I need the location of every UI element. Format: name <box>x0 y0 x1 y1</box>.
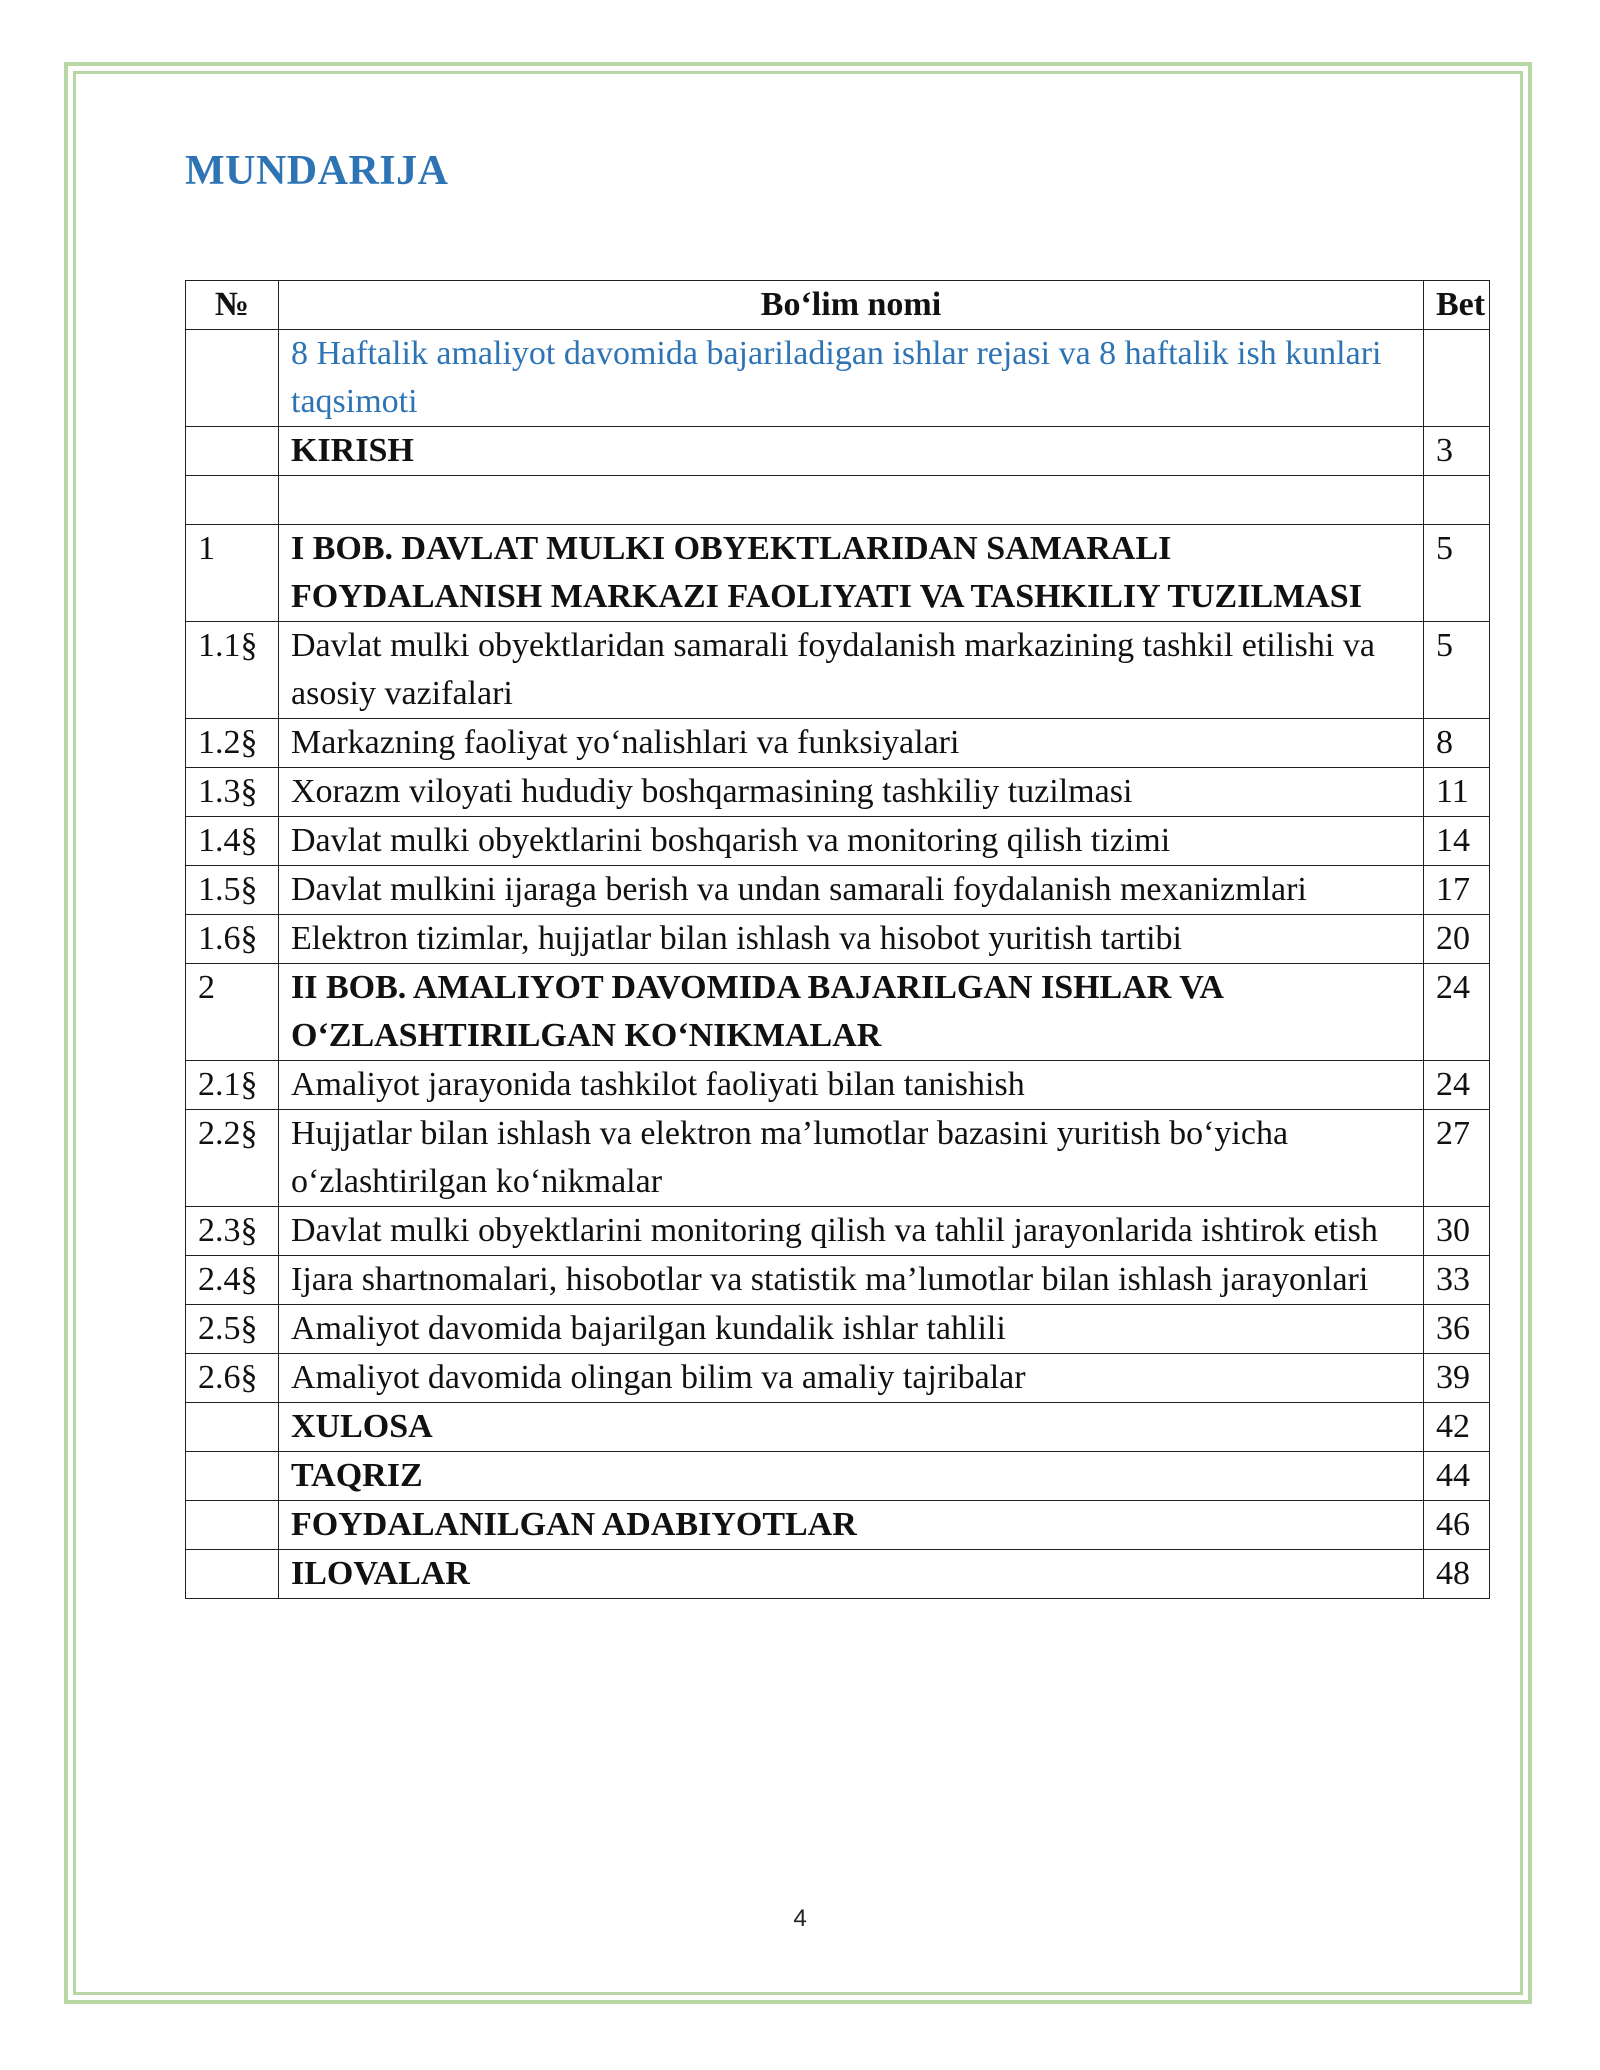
row-number: 1.1§ <box>186 622 279 719</box>
row-title: Amaliyot davomida olingan bilim va amaliy tajribalar <box>279 1354 1424 1403</box>
row-number: 1 <box>186 525 279 622</box>
table-row <box>186 719 1490 768</box>
row-page: 46 <box>1424 1501 1490 1550</box>
table-header-row <box>186 281 1490 330</box>
row-title: FOYDALANILGAN ADABIYOTLAR <box>279 1501 1424 1550</box>
row-number <box>186 1403 279 1452</box>
row-title: Ijara shartnomalari, hisobotlar va statistik ma’lumotlar bilan ishlash jarayonlari <box>279 1256 1424 1305</box>
table-row <box>186 1061 1490 1110</box>
page-title: MUNDARIJA <box>185 148 449 194</box>
row-title: Xorazm viloyati hududiy boshqarmasining tashkiliy tuzilmasi <box>279 768 1424 817</box>
table-of-contents <box>185 280 1490 1599</box>
row-page: 39 <box>1424 1354 1490 1403</box>
row-title: Hujjatlar bilan ishlash va elektron ma’lumotlar bazasini yuritish bo‘yicha o‘zlashtirilgan ko‘nikmalar <box>279 1110 1424 1207</box>
row-page: 8 <box>1424 719 1490 768</box>
table-row <box>186 1110 1490 1207</box>
row-page: 11 <box>1424 768 1490 817</box>
row-title: Amaliyot davomida bajarilgan kundalik ishlar tahlili <box>279 1305 1424 1354</box>
row-number <box>186 1550 279 1599</box>
table-row <box>186 866 1490 915</box>
row-title: Davlat mulki obyektlarini monitoring qilish va tahlil jarayonlarida ishtirok etish <box>279 1207 1424 1256</box>
row-number <box>186 330 279 427</box>
row-title: ILOVALAR <box>279 1550 1424 1599</box>
table-row <box>186 1256 1490 1305</box>
row-page: 20 <box>1424 915 1490 964</box>
table-row <box>186 1305 1490 1354</box>
row-number <box>186 427 279 476</box>
row-number <box>186 1452 279 1501</box>
row-title <box>279 476 1424 525</box>
table-row-empty <box>186 476 1490 525</box>
row-page: 33 <box>1424 1256 1490 1305</box>
table-row <box>186 1550 1490 1599</box>
table-row <box>186 915 1490 964</box>
row-number: 2.1§ <box>186 1061 279 1110</box>
row-title: Davlat mulki obyektlarini boshqarish va monitoring qilish tizimi <box>279 817 1424 866</box>
intro-plan-link[interactable]: 8 Haftalik amaliyot davomida bajariladigan ishlar rejasi va 8 haftalik ish kunlari taqsimoti <box>279 330 1424 427</box>
row-number: 2 <box>186 964 279 1061</box>
row-title: Elektron tizimlar, hujjatlar bilan ishlash va hisobot yuritish tartibi <box>279 915 1424 964</box>
table-row <box>186 622 1490 719</box>
header-section-name: Bo‘lim nomi <box>279 281 1424 330</box>
table-row-chapter <box>186 964 1490 1061</box>
row-title: Davlat mulkini ijaraga berish va undan samarali foydalanish mexanizmlari <box>279 866 1424 915</box>
row-page: 42 <box>1424 1403 1490 1452</box>
header-number: № <box>186 281 279 330</box>
row-page: 17 <box>1424 866 1490 915</box>
row-page: 3 <box>1424 427 1490 476</box>
table-row <box>186 1452 1490 1501</box>
row-page: 24 <box>1424 964 1490 1061</box>
row-page: 30 <box>1424 1207 1490 1256</box>
row-title: XULOSA <box>279 1403 1424 1452</box>
table-row <box>186 1501 1490 1550</box>
row-page: 36 <box>1424 1305 1490 1354</box>
row-number: 1.3§ <box>186 768 279 817</box>
table-row-intro <box>186 330 1490 427</box>
row-number: 2.6§ <box>186 1354 279 1403</box>
row-page: 14 <box>1424 817 1490 866</box>
row-title: KIRISH <box>279 427 1424 476</box>
table-row <box>186 817 1490 866</box>
row-page: 5 <box>1424 525 1490 622</box>
row-page <box>1424 476 1490 525</box>
row-title: Markazning faoliyat yo‘nalishlari va funksiyalari <box>279 719 1424 768</box>
row-title: II BOB. AMALIYOT DAVOMIDA BAJARILGAN ISHLAR VA O‘ZLASHTIRILGAN KO‘NIKMALAR <box>279 964 1424 1061</box>
row-number: 1.6§ <box>186 915 279 964</box>
row-title: Amaliyot jarayonida tashkilot faoliyati bilan tanishish <box>279 1061 1424 1110</box>
row-page: 27 <box>1424 1110 1490 1207</box>
row-number: 2.4§ <box>186 1256 279 1305</box>
row-title: Davlat mulki obyektlaridan samarali foydalanish markazining tashkil etilishi va asosiy vazifalari <box>279 622 1424 719</box>
header-page: Bet <box>1424 281 1490 330</box>
row-page: 5 <box>1424 622 1490 719</box>
row-title: I BOB. DAVLAT MULKI OBYEKTLARIDAN SAMARALI FOYDALANISH MARKAZI FAOLIYATI VA TASHKILIY TUZILMASI <box>279 525 1424 622</box>
row-number: 1.2§ <box>186 719 279 768</box>
page-number: 4 <box>793 1905 807 1932</box>
table-row <box>186 1354 1490 1403</box>
row-number: 2.3§ <box>186 1207 279 1256</box>
table-row-chapter <box>186 525 1490 622</box>
row-page: 44 <box>1424 1452 1490 1501</box>
row-number: 1.5§ <box>186 866 279 915</box>
row-page: 24 <box>1424 1061 1490 1110</box>
row-title: TAQRIZ <box>279 1452 1424 1501</box>
table-row <box>186 1403 1490 1452</box>
row-number <box>186 1501 279 1550</box>
row-number <box>186 476 279 525</box>
table-row <box>186 768 1490 817</box>
row-number: 2.5§ <box>186 1305 279 1354</box>
table-row <box>186 1207 1490 1256</box>
row-page <box>1424 330 1490 427</box>
row-number: 1.4§ <box>186 817 279 866</box>
row-number: 2.2§ <box>186 1110 279 1207</box>
row-page: 48 <box>1424 1550 1490 1599</box>
table-row <box>186 427 1490 476</box>
